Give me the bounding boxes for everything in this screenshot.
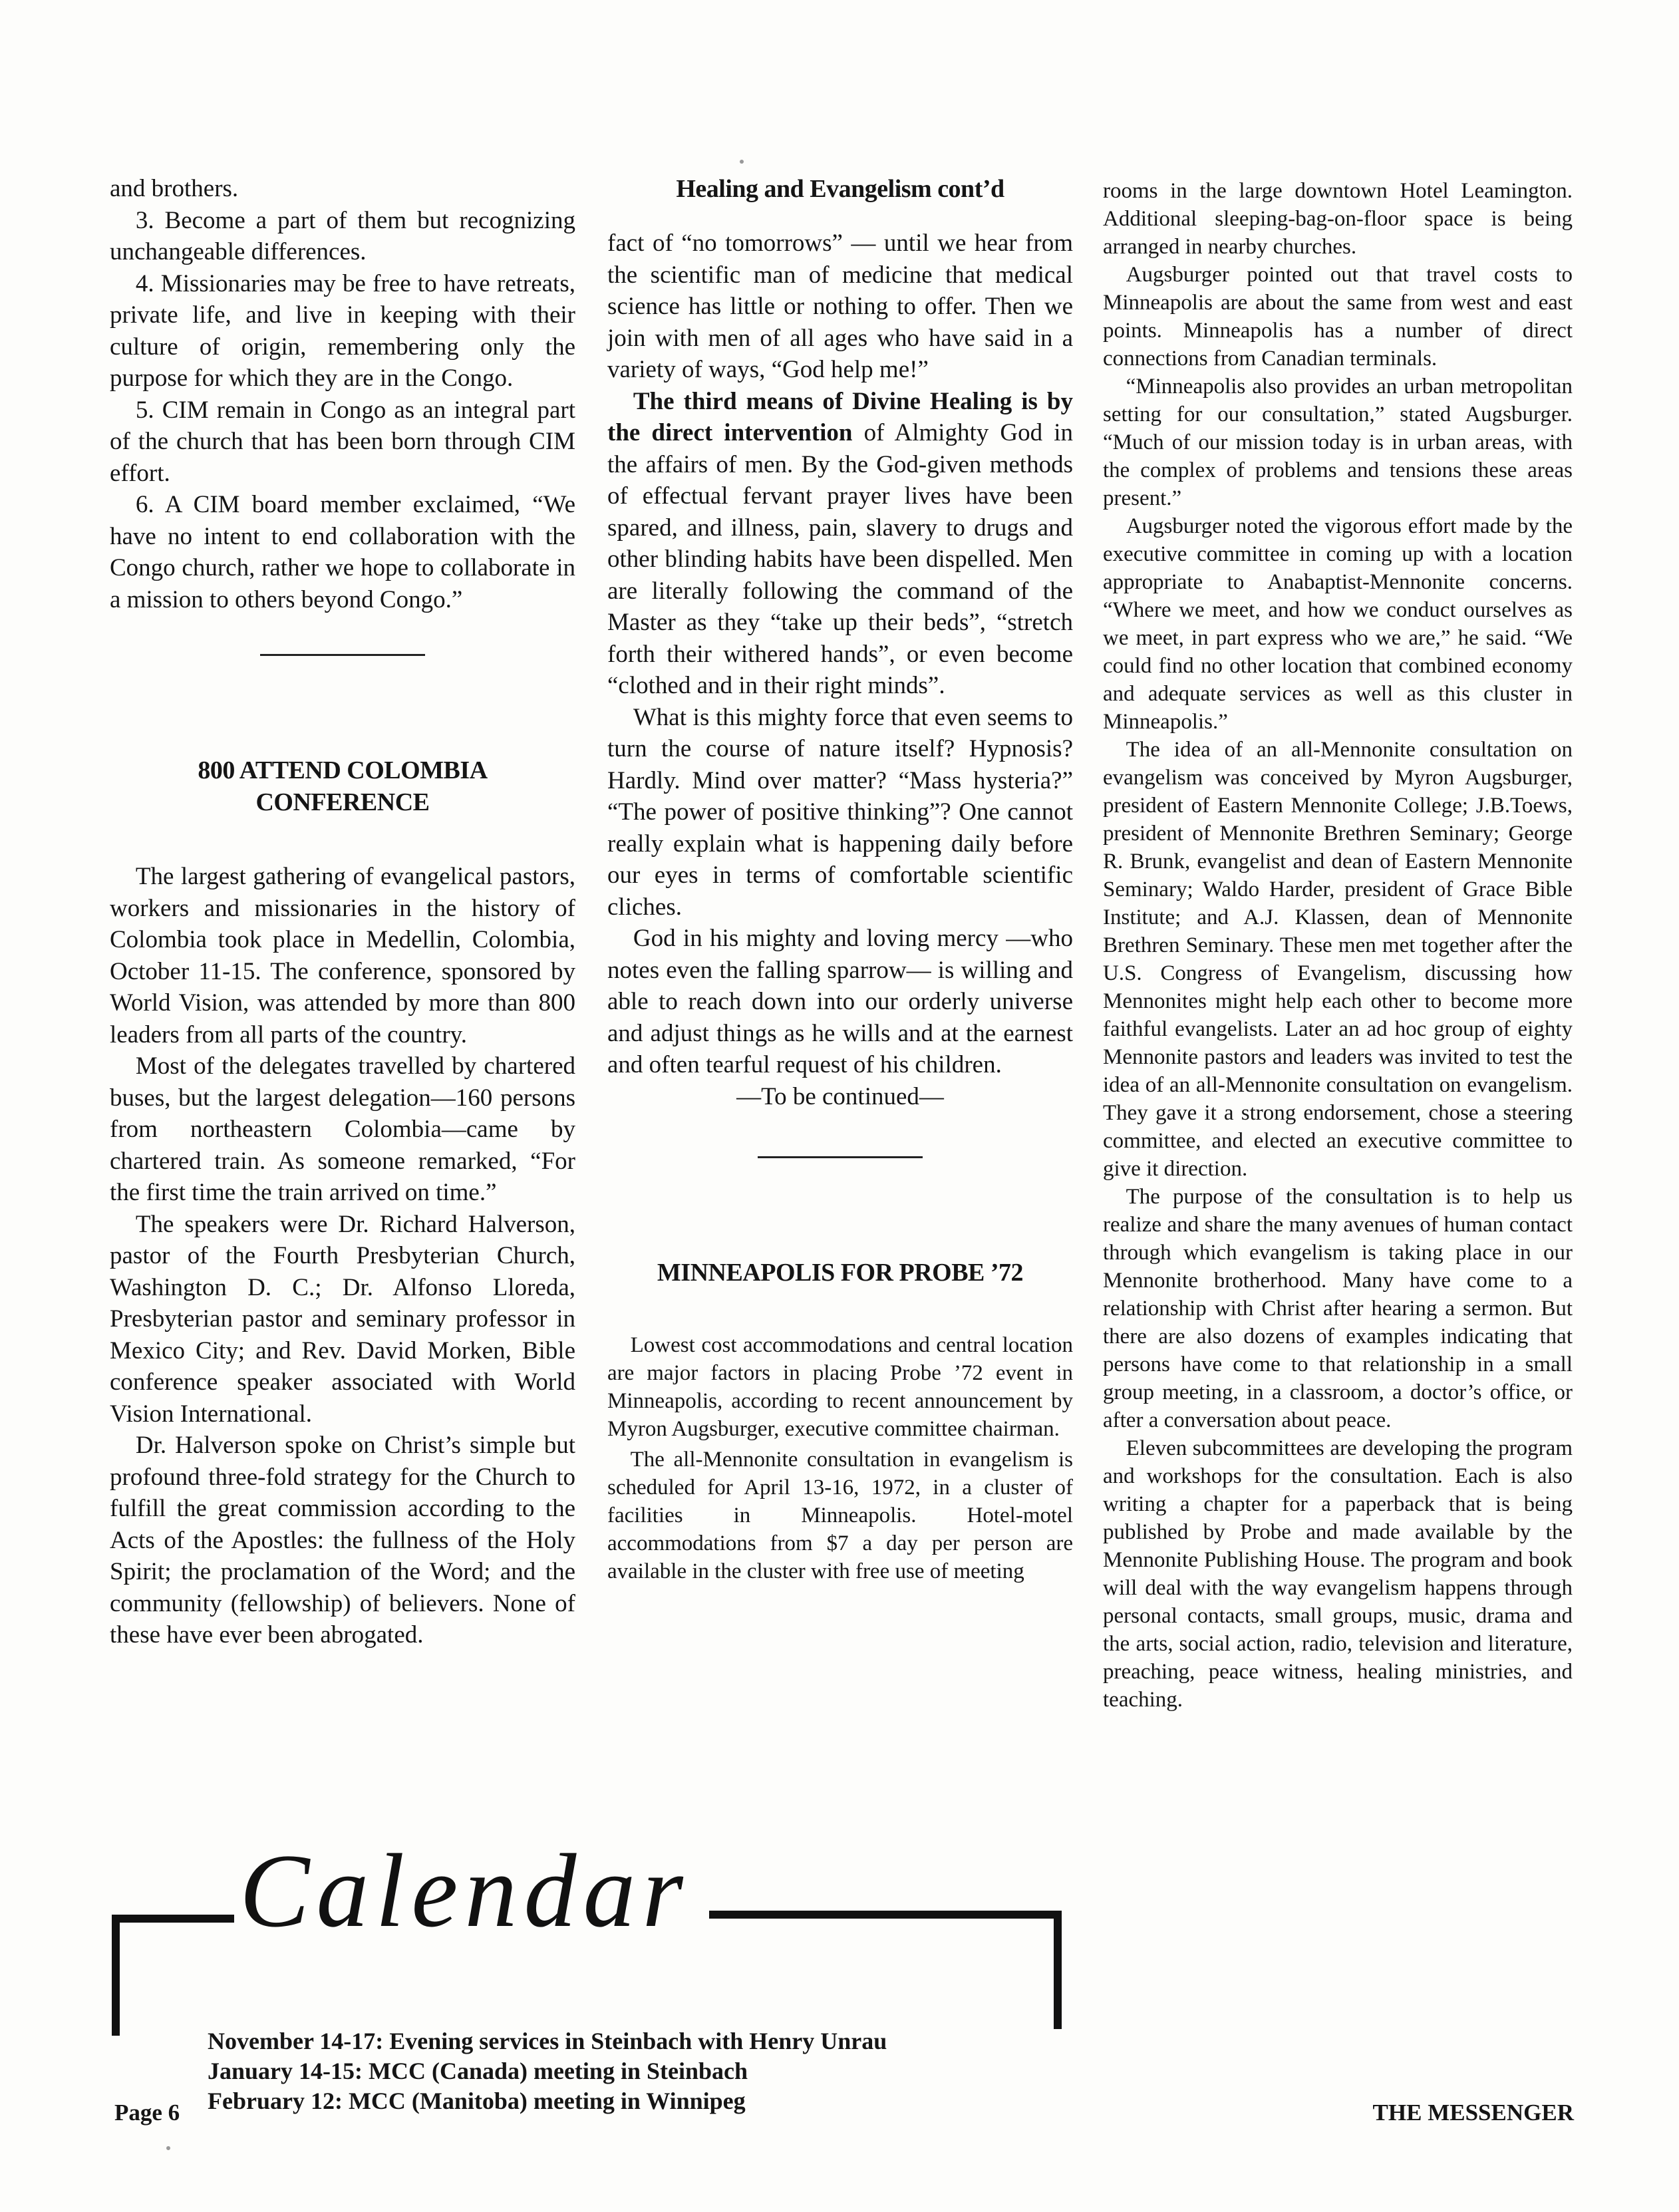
calendar-frame-left [112,1916,120,2036]
publication-title: THE MESSENGER [1372,2100,1574,2126]
heading-line: CONFERENCE [255,788,430,816]
paragraph: “Minneapolis also provides an urban metropolitan setting for our consultation,” stated Augsburger. “Much of our mission today is in urban areas, with the complex of problems and tensions these areas present.” [1103,375,1573,510]
paragraph: 6. A CIM board member exclaimed, “We have no intent to end collaboration with the Congo church, rather we hope to collaborate in a mission to others beyond Congo.” [110,491,575,613]
paragraph: The idea of an all-Mennonite consultation on evangelism was conceived by Myron Augsburger, president of Eastern Mennonite College; J.B.Toews, president of Mennonite Brethren Seminary; George R. Brunk, evangelist and dean of Eastern Mennonite Seminary; Waldo Harder, president of Grace Bible Institute; and A.J. Klassen, dean of Mennonite Brethren Seminary. These men met together after the U.S. Congress of Evangelism, discussing how Mennonites might help each other to become more faithful evangelists. Later an ad hoc group of eighty Mennonite pastors and leaders was invited to test the idea of an all-Mennonite consultation on evangelism. They gave it a strong endorsement, chose a steering committee, and elected an executive committee to give it direction. [1103,738,1573,1181]
paragraph: fact of “no tomorrows” — until we hear from the scientific man of medicine that medical science has little or nothing to offer. Then we join with men of all ages who have said in a variety of ways, “God help me!” [607,230,1073,383]
calendar-item: January 14-15: MCC (Canada) meeting in Steinbach [208,2058,748,2084]
continued-note: —To be continued— [736,1082,944,1110]
paragraph: Eleven subcommittees are developing the program and workshops for the consultation. Each is also writing a chapter for a paperback that is being published by Probe and made available by the Mennonite Publishing House. The program and book will deal with the way evangelism happens through personal contacts, small groups, music, drama and the arts, social action, radio, television and literature, preaching, peace witness, healing ministries, and teaching. [1103,1436,1573,1712]
paragraph [607,386,1073,702]
column-left [110,173,575,1651]
paragraph: 5. CIM remain in Congo as an integral part of the church that has been born through CIM effort. [110,396,575,487]
article-heading-healing: Healing and Evangelism cont’d [676,175,1004,203]
page-number: Page 6 [114,2100,180,2126]
calendar-title: Calendar [239,1833,690,1949]
paragraph: and brothers. [110,175,239,202]
calendar-item: November 14-17: Evening services in Steinbach with Henry Unrau [208,2028,887,2054]
column-middle [607,173,1073,1585]
heading-line: 800 ATTEND COLOMBIA [198,756,488,784]
article-heading-colombia [110,754,575,818]
paragraph: What is this mighty force that even seems to turn the course of nature itself? Hypnosis? Hardly. Mind over matter? “Mass hysteria?” “The power of positive thinking”? One cannot really explain what is happening daily before our eyes in terms of comfortable scientific cliches. [607,703,1073,921]
calendar-frame-top-left [112,1915,234,1923]
paragraph-rest: of Almighty God in the affairs of men. By the God-given methods of effectual fervant prayer lives have been spared, and illness, pain, slavery to drugs and other blinding habits have been dispelled. Men are literally following the command of the Master as they “take up their beds”, “stretch forth their withered hands”, or even become “clothed and in their right minds”. [607,419,1073,699]
calendar-list [208,2026,887,2116]
calendar-frame-right [1054,1911,1062,2029]
print-speck [740,160,744,164]
paragraph: God in his mighty and loving mercy —who notes even the falling sparrow— is willing and able to reach down into our orderly universe and adjust things as he wills and at the earnest and often tearful request of his children. [607,925,1073,1078]
column-right [1103,177,1573,1714]
paragraph: Dr. Halverson spoke on Christ’s simple but profound three-fold strategy for the Church to fulfill the great commission according to the Acts of the Apostles: the fullness of the Holy Spirit; the proclamation of the Word; and the community (fellowship) of believers. None of these have ever been abrogated. [110,1432,575,1649]
paragraph: 4. Missionaries may be free to have retreats, private life, and live in keeping with their culture of origin, remembering only the purpose for which they are in the Congo. [110,269,575,392]
calendar-frame-top-right [709,1911,1062,1919]
bold-lead: The third means of Divine Healing is by the direct intervention [607,387,1073,446]
paragraph: The purpose of the consultation is to help us realize and share the many avenues of human contact through which evangelism is taking place in our Mennonite brotherhood. Many have come to a relationship with Christ after hearing a sermon. But there are also dozens of examples indicating that persons have come to that relationship in a small group meeting, in a classroom, a doctor’s office, or after a conversation about peace. [1103,1185,1573,1432]
print-speck [166,2146,170,2150]
paragraph: The speakers were Dr. Richard Halverson, pastor of the Fourth Presbyterian Church, Washington D. C.; Dr. Alfonso Lloreda, Presbyterian pastor and seminary professor in Mexico City; and Rev. David Morken, Bible conference speaker associated with World Vision International. [110,1210,575,1428]
paragraph: The all-Mennonite consultation in evangelism is scheduled for April 13-16, 1972, in a cluster of facilities in Minneapolis. Hotel-motel accommodations from $7 a day per person are available in the cluster with free use of meeting [607,1448,1073,1583]
paragraph: 3. Become a part of them but recognizing unchangeable differences. [110,206,575,265]
paragraph: Most of the delegates travelled by chartered buses, but the largest delegation—160 persons from northeastern Colombia—came by chartered train. As someone remarked, “For the first time the train arrived on time.” [110,1052,575,1206]
paragraph: The largest gathering of evangelical pastors, workers and missionaries in the history of Colombia took place in Medellin, Colombia, October 11-15. The conference, sponsored by World Vision, was attended by more than 800 leaders from all parts of the country. [110,863,575,1048]
paragraph: Augsburger noted the vigorous effort made by the executive committee in coming up with a location appropriate to Anabaptist-Mennonite concerns. “Where we meet, and how we conduct ourselves as we meet, in part express who we are,” he said. “We could find no other location that combined economy and adequate services as well as this cluster in Minneapolis.” [1103,514,1573,734]
paragraph: Augsburger pointed out that travel costs to Minneapolis are about the same from west and east points. Minneapolis has a number of direct connections from Canadian terminals. [1103,263,1573,371]
paragraph: rooms in the large downtown Hotel Leamington. Additional sleeping-bag-on-floor space is being arranged in nearby churches. [1103,179,1573,259]
paragraph: Lowest cost accommodations and central location are major factors in placing Probe ’72 event in Minneapolis, according to recent announcement by Myron Augsburger, executive committee chairman. [607,1333,1073,1441]
article-heading-probe: MINNEAPOLIS FOR PROBE ’72 [657,1259,1024,1287]
calendar-item: February 12: MCC (Manitoba) meeting in Winnipeg [208,2088,746,2114]
